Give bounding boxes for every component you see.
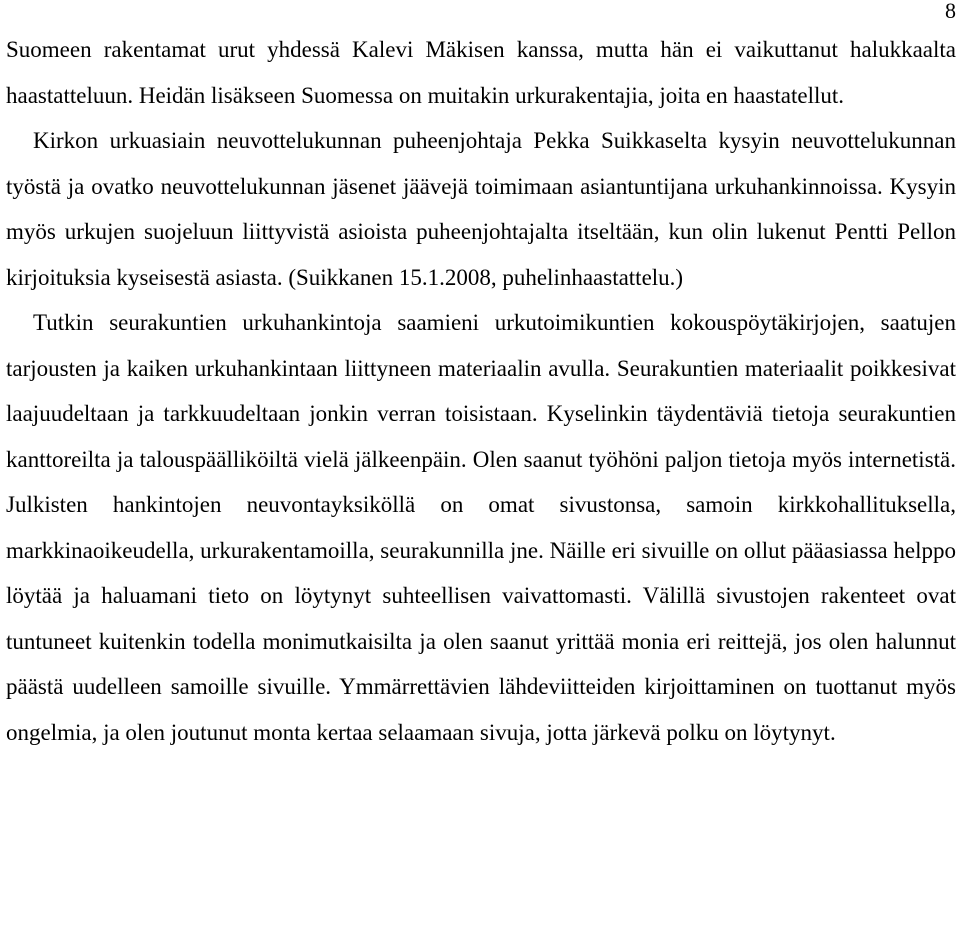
- paragraph-1: Suomeen rakentamat urut yhdessä Kalevi Mäkisen kanssa, mutta hän ei vaikuttanut halukkaalta haastatteluun. Heidän lisäkseen Suomessa on muitakin urkurakentajia, joita en haastatellut.: [6, 37, 956, 108]
- page-number: 8: [945, 0, 956, 23]
- paragraph-3: Tutkin seurakuntien urkuhankintoja saamieni urkutoimikuntien kokouspöytäkirjojen, saatujen tarjousten ja kaiken urkuhankintaan liittyneen materiaalin avulla. Seurakuntien materiaalit poikkesivat laajuudeltaan ja tarkkuudeltaan jonkin verran toisistaan. Kyselinkin täydentäviä tietoja seurakuntien kanttoreilta ja talouspäälliköiltä vielä jälkeenpäin. Olen saanut työhöni paljon tietoja myös internetistä. Julkisten hankintojen neuvontayksiköllä on omat sivustonsa, samoin kirkkohallituksella, markkinaoikeudella, urkurakentamoilla, seurakunnilla jne. Näille eri sivuille on ollut pääasiassa helppo löytää ja haluamani tieto on löytynyt suhteellisen vaivattomasti. Välillä sivustojen rakenteet ovat tuntuneet kuitenkin todella monimutkaisilta ja olen saanut yrittää monia eri reittejä, jos olen halunnut päästä uudelleen samoille sivuille. Ymmärrettävien lähdeviitteiden kirjoittaminen on tuottanut myös ongelmia, ja olen joutunut monta kertaa selaamaan sivuja, jotta järkevä polku on löytynyt.: [6, 310, 956, 745]
- paragraph-2: Kirkon urkuasiain neuvottelukunnan puheenjohtaja Pekka Suikkaselta kysyin neuvottelukunnan työstä ja ovatko neuvottelukunnan jäsenet jäävejä toimimaan asiantuntijana urkuhankinnoissa. Kysyin myös urkujen suojeluun liittyvistä asioista puheenjohtajalta itseltään, kun olin lukenut Pentti Pellon kirjoituksia kyseisestä asiasta. (Suikkanen 15.1.2008, puhelinhaastattelu.): [6, 128, 956, 290]
- body-text: [6, 27, 956, 755]
